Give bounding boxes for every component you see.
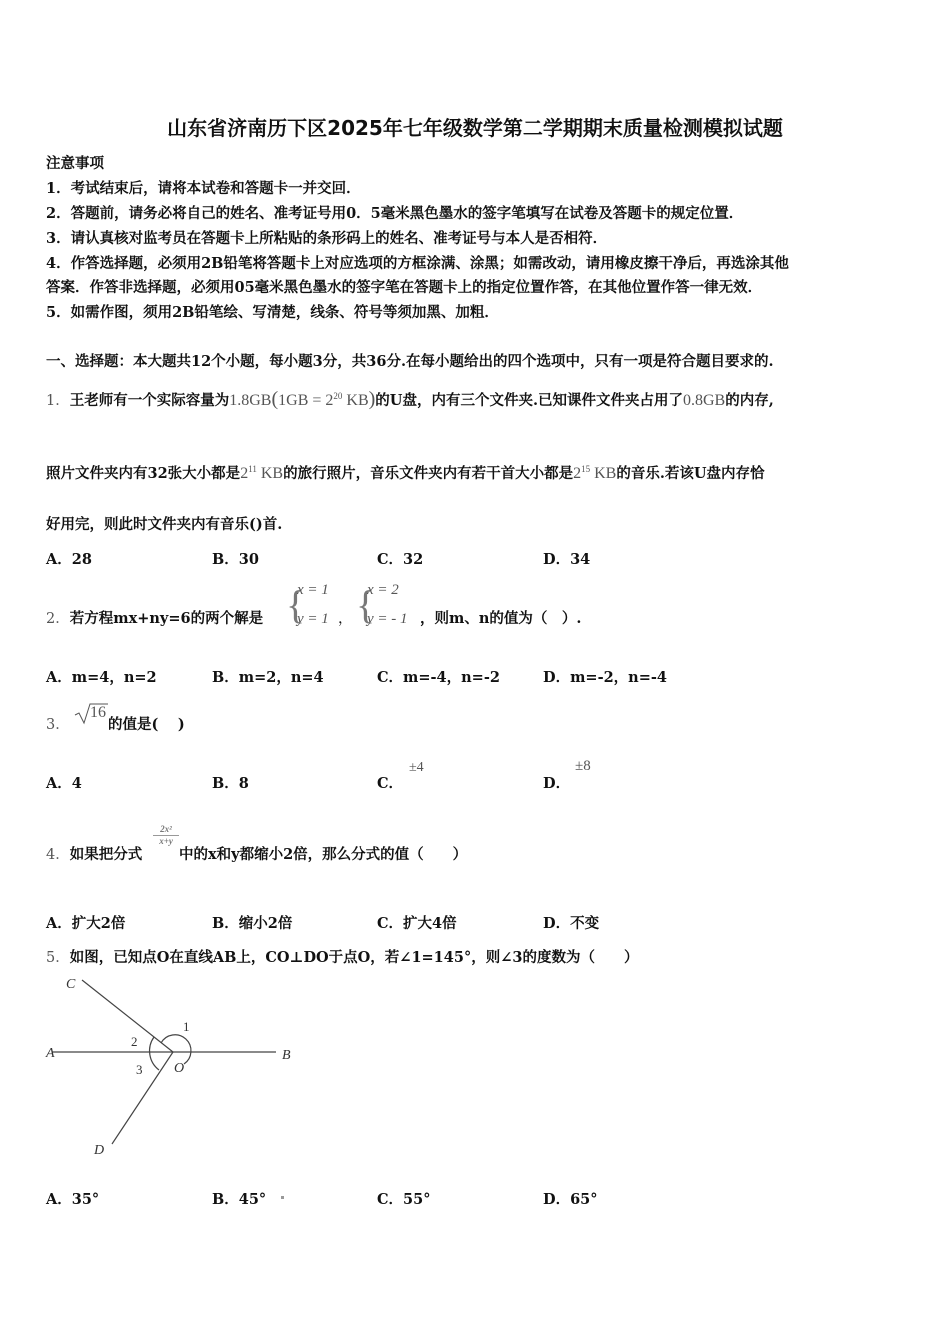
question-4: 4．如果把分式 bbox=[46, 846, 143, 863]
note-item: 答案．作答非选择题，必须用05毫米黑色墨水的签字笔在答题卡上的指定位置作答，在其他位置作答一律无效． bbox=[46, 279, 763, 296]
option-d[interactable]: D．m=-2，n=-4 bbox=[543, 669, 667, 686]
question-4-tail: 中的x和y都缩小2倍，那么分式的值（ ） bbox=[179, 846, 468, 863]
option-d[interactable]: D． bbox=[543, 775, 571, 792]
option-d[interactable]: D．34 bbox=[543, 551, 591, 568]
left-brace-icon: { bbox=[286, 582, 306, 627]
fraction-numerator: 2x² bbox=[160, 824, 172, 834]
arc-angle-2-3 bbox=[150, 1037, 159, 1070]
system-1-eq-2: y = 1 bbox=[297, 611, 329, 627]
system-2-eq-1: x = 2 bbox=[367, 582, 399, 598]
section-heading: 一、选择题：本大题共12个小题，每小题3分，共36分.在每小题给出的四个选项中，只有一项是符合题目要求的. bbox=[46, 353, 774, 370]
fraction-denominator: x+y bbox=[153, 835, 179, 847]
label-angle-2: 2 bbox=[131, 1034, 138, 1049]
note-item: 2．答题前，请务必将自己的姓名、准考证号用0．5毫米黑色墨水的签字笔填写在试卷及答题卡的规定位置． bbox=[46, 205, 744, 222]
option-d[interactable]: D．不变 bbox=[543, 915, 600, 932]
ray-od bbox=[112, 1052, 173, 1144]
option-a[interactable]: A．4 bbox=[46, 775, 82, 792]
option-b[interactable]: B．缩小2倍 bbox=[212, 915, 293, 932]
option-d[interactable]: D．65° bbox=[543, 1191, 598, 1208]
angle-diagram bbox=[40, 968, 310, 1163]
option-b[interactable]: B．30 bbox=[212, 551, 259, 568]
label-angle-3: 3 bbox=[136, 1062, 143, 1077]
system-1-eq-1: x = 1 bbox=[297, 582, 329, 598]
question-3-tail: 的值是( ) bbox=[108, 716, 185, 733]
question-1-line-3: 好用完，则此时文件夹内有音乐()首. bbox=[46, 516, 283, 533]
question-2: 2．若方程mx+ny=6的两个解是 bbox=[46, 610, 264, 627]
option-b[interactable]: B．m=2，n=4 bbox=[212, 669, 324, 686]
option-c[interactable]: C．m=-4，n=-2 bbox=[377, 669, 500, 686]
option-c[interactable]: C．扩大4倍 bbox=[377, 915, 457, 932]
stray-mark bbox=[281, 1196, 284, 1199]
separator: ， bbox=[338, 611, 353, 627]
question-1-line-2: 照片文件夹内有32张大小都是$2^{11}$ KB的旅行照片，音乐文件夹内有若干首大小都是$2^{15}$ KB的音乐.若该U盘内存恰 bbox=[46, 464, 765, 482]
label-a: A bbox=[46, 1046, 55, 1061]
option-c-math: ±4 bbox=[409, 760, 424, 775]
note-item: 5．如需作图，须用2B铅笔绘、写清楚，线条、符号等须加黑、加粗． bbox=[46, 304, 499, 321]
question-2-tail: ，则m、n的值为（ ）. bbox=[420, 610, 582, 627]
math-capacity: 1.8GB bbox=[229, 392, 272, 409]
option-a[interactable]: A．m=4，n=2 bbox=[46, 669, 157, 686]
label-angle-1: 1 bbox=[183, 1019, 190, 1034]
left-brace-icon: { bbox=[356, 582, 376, 627]
option-c[interactable]: C． bbox=[377, 775, 404, 792]
label-o: O bbox=[174, 1061, 185, 1076]
fraction bbox=[153, 824, 179, 847]
option-b[interactable]: B．45° bbox=[212, 1191, 267, 1208]
radicand: 16 bbox=[90, 704, 106, 721]
notes-heading: 注意事项 bbox=[46, 155, 104, 172]
option-a[interactable]: A．35° bbox=[46, 1191, 100, 1208]
note-item: 3．请认真核对监考员在答题卡上所粘贴的条形码上的姓名、准考证号与本人是否相符． bbox=[46, 230, 608, 247]
question-3: 3． bbox=[46, 717, 70, 733]
system-2-eq-2: y = - 1 bbox=[367, 611, 408, 627]
label-c: C bbox=[66, 977, 76, 992]
question-5: 5．如图，已知点O在直线AB上，CO⊥DO于点O，若∠1=145°，则∠3的度数为（ ） bbox=[46, 949, 639, 966]
page-title: 山东省济南历下区2025年七年级数学第二学期期末质量检测模拟试题 bbox=[167, 116, 783, 140]
ray-oc bbox=[82, 980, 173, 1052]
label-b: B bbox=[282, 1048, 291, 1063]
question-number: 1． bbox=[46, 393, 70, 409]
note-item: 4．作答选择题，必须用2B铅笔将答题卡上对应选项的方框涂满、涂黑；如需改动，请用橡皮擦干净后，再选涂其他 bbox=[46, 255, 789, 272]
option-c[interactable]: C．32 bbox=[377, 551, 424, 568]
note-item: 1．考试结束后，请将本试卷和答题卡一并交回． bbox=[46, 180, 361, 197]
question-1-line-1: 1．王老师有一个实际容量为$1.8GB(1GB = 2^{20}$ KB)的U盘，内有三个文件夹.已知课件文件夹占用了0.8GB的内存, bbox=[46, 388, 774, 410]
option-c[interactable]: C．55° bbox=[377, 1191, 431, 1208]
arc-angle-1 bbox=[161, 1035, 191, 1064]
option-a[interactable]: A．扩大2倍 bbox=[46, 915, 126, 932]
option-d-math: ±8 bbox=[575, 758, 591, 774]
option-b[interactable]: B．8 bbox=[212, 775, 249, 792]
option-a[interactable]: A．28 bbox=[46, 551, 92, 568]
label-d: D bbox=[94, 1143, 105, 1158]
